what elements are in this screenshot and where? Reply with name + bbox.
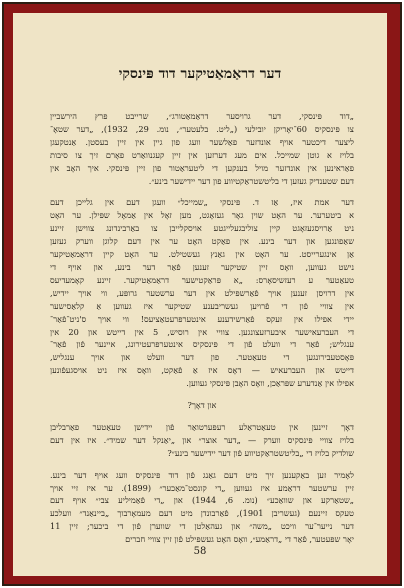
paragraph-gap — [50, 412, 354, 421]
page-border — [2, 2, 402, 586]
text-line: און דאָך? — [187, 400, 217, 411]
text-line: שאַפונגען און דער בינע. אין פאַקט האָט ער אין דעם קלוגן ווערק געזען — [50, 236, 354, 247]
page-title: דער דראַמאַטיקער דוד פּינסקי — [118, 66, 282, 82]
page-number: 58 — [193, 546, 207, 557]
paragraph-gap — [50, 187, 354, 196]
text-line: ליצער דיכטער אויף אונדזער פאַלשער וועג פון גיין אין זיין בעסטן. אַנטקעגן — [50, 136, 354, 147]
paragraph — [50, 399, 354, 412]
text-line: „שטאַרקע און שוואַכע״ (נומ. 6, 1944) און „די פֿאַמיליע צבי״ אויף דעם — [50, 495, 354, 506]
text-line: בלויז א גוטן שמייכל. אים מעג דערזען אין זיין קעגנוואַרט פאָרם זיך צו סיבות — [50, 149, 354, 160]
text-line: דאָך זיינען אין טעאַטראַלע רעפּערטואַר פֿון יידישן טעאַטער פאַרבליבן — [50, 421, 354, 432]
article-body — [50, 110, 354, 546]
text-line: די העברעאישער איבערזעצונגען. צוויי אין רוסיש, 5 אין דייטש און 20 אין — [50, 326, 354, 337]
paragraph-gap — [50, 390, 354, 399]
text-line: „דוד פּינסקי, דער גרויסער דראַמאַטורג״, שרייבט פּרץ הירשביין — [50, 111, 354, 121]
text-line: אפילו אין אַנדערע שפּראַכן, וואָס האָבן פּינסקי געווען. — [186, 378, 354, 389]
text-line: אין דרויסן זענען אויך פֿאַרשפּילט אין דער ערשטער גרופּע, ווי אויך יידיש, — [50, 287, 354, 298]
paragraph — [50, 421, 354, 460]
text-line: פּאָסטעבירונגען די טעאַטער. פון דער וועלט און אויך ענגליש, — [50, 352, 354, 363]
text-line: דעם שטענדיק געזען די בליטשטראַקטיווע פון דער יידישער בינע״. — [148, 175, 354, 186]
text-line: טעאַטער ע רעזשיסאָרס: „א פּראַקטישער דראַמאַטיקער. זיינע קאָמעדיעס — [50, 274, 354, 285]
text-line: אין צוויי פֿון די פֿרויען געשריבענע שטיקער איז געווען אַ קלאַסישער — [50, 300, 354, 311]
text-line: צו פּינסקיס 60־יאָריקן יובילעי („ליט. בלעטער״, נומ. 29, 1932), „דער שטאָ־ — [50, 123, 354, 134]
text-line: טעקס זיינעם (געשריבן 1901), פֿאַרבונדן מיט דעם מעמאָרבוך „ביינאַנד״ וועלכע — [50, 508, 354, 519]
text-line: א ביטערער. ער האָט שוין גאָר געזאָגט, מען זאָל אין אַמאָל שפּילן. ער האָט — [50, 210, 354, 221]
text-line: ניט אַרויסגעזאָגט קיין צוליבגעלייגטע אויסקלייבן צו באַרבינדונג צווישן זיינע — [50, 223, 354, 234]
paragraph-gap — [50, 460, 354, 469]
text-line: יאָר שפּעטער, פֿאַר די „דראַמע״, וואָס האָט געשפּילט פֿון זיין צוויי חברים — [125, 534, 354, 545]
text-line: דייטש און העברעאיש — דאָס איז אַ פֿאַקט, וואָס איז ניט אויסגעפֿונען — [50, 365, 354, 376]
text-line: בלויז צוויי פּינסקיס ווערק — „דער אוצר״ און „יאַנקל דער שמיד״. איז אין דעם — [50, 434, 354, 445]
text-line: דער אמת איז, אַז ד. פּינסקי „שמייכל״ וועגן דעם אין גלייכן דעם — [50, 197, 354, 208]
text-line: אַן אינגערייסט. ער האָט אין גאַנץ געשטילט. ער האָט קיין דראַמאַטיקער — [50, 249, 354, 260]
text-line: לאָמיר זען באַקענען זיך מיט דעם גאַנג פֿון דוד פּינסקיס וועג אויף דער בינע. — [50, 469, 354, 480]
paragraph — [50, 110, 354, 187]
text-line: שולדיק בלויז די „בליטשטראַקטיווע פֿון דער יידישער בינע״? — [167, 447, 354, 458]
text-line: דער נייער־ער וויכט „משה״ און געהאַלטן די שווערן פֿון די ביכער; זיין 11 — [50, 521, 354, 532]
paragraph — [50, 469, 354, 546]
paragraph — [50, 196, 354, 390]
text-line: זיין ערשטער דראַמע איז געווען „די קונסט־מאַכער״ (1899). ער איז זיי אויך — [50, 482, 354, 493]
text-line: נישט געווען, וואָס זיין שטיקער זענען פֿאַר דער בינע, און אויף די — [50, 261, 354, 272]
text-line: יידי אפילו אין זעקס פֿאַרשידענע אינטערפּרעטאַציעס! ווי אויך ס'ניט־פֿאַר־ — [50, 313, 354, 324]
page — [13, 13, 387, 576]
text-line: ענגליש; פֿאַר די וועלט פֿון די פּינסקיס אינטערפּרעטירונג, איינער פֿון פֿאַר־ — [50, 339, 354, 350]
text-line: פאַראינען אין אונדזער מויל בענקען די ליטעראַטור פון זיין פּינסקי. איך האָב אין — [50, 162, 354, 173]
